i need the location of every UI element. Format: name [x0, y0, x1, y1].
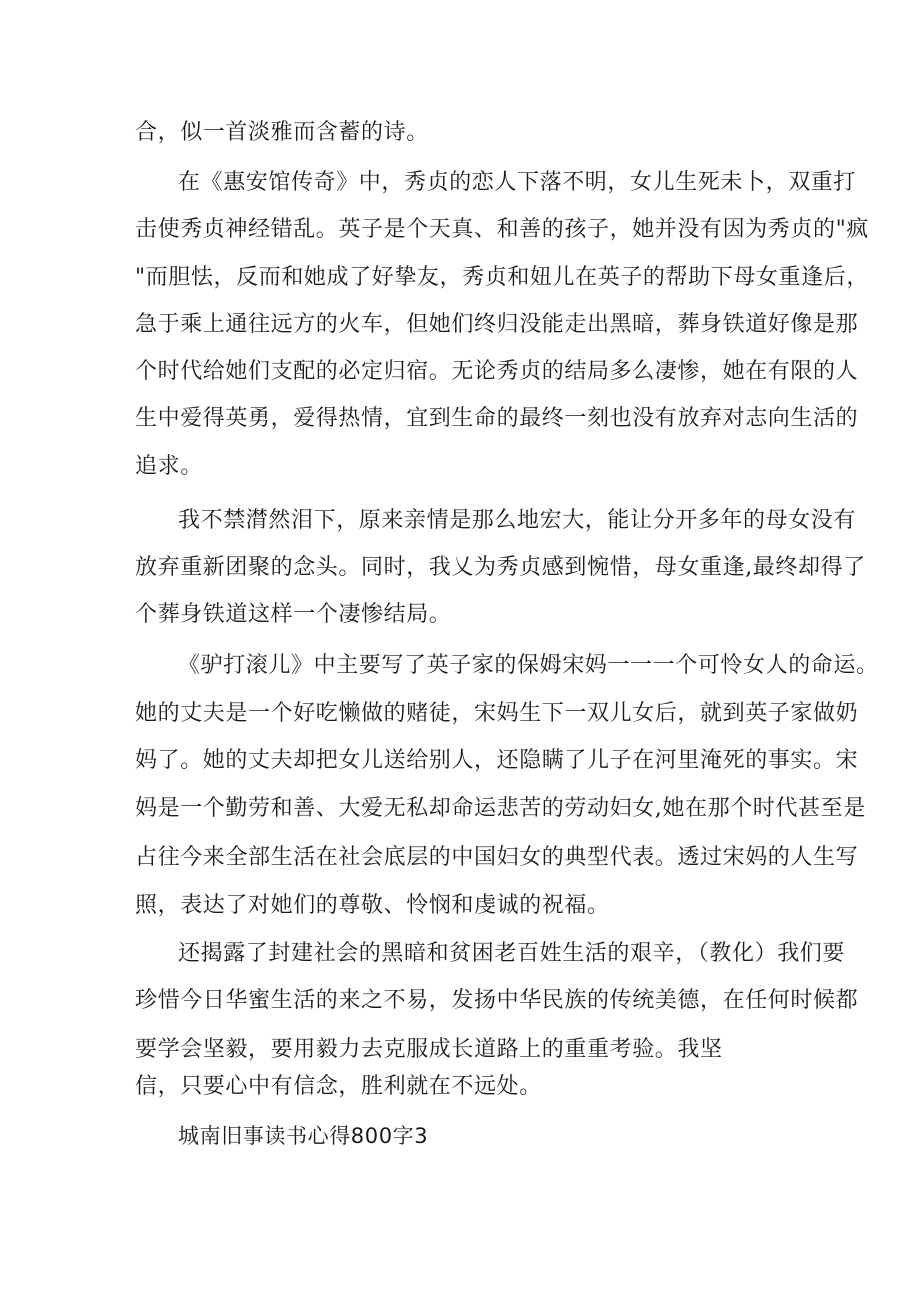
text-line: 她的丈夫是一个好吃懒做的赌徒，宋妈生下一双儿女后，就到英子家做奶	[135, 701, 859, 726]
paragraph-first-line: 我不禁潸然泪下，原来亲情是那么地宏大，能让分开多年的母女没有	[178, 508, 857, 533]
text-line: 放弃重新团聚的念头。同时，我乂为秀贞感到惋惜，母女重逢,最终却得了	[135, 555, 866, 580]
paragraph-first-line: 在《惠安馆传奇》中，秀贞的恋人下落不明，女儿生死未卜，双重打	[178, 170, 857, 195]
text-line: 占往今来全部生活在社会底层的中国妇女的典型代表。透过宋妈的人生写	[135, 845, 859, 870]
text-line: 照，表达了对她们的尊敬、怜悯和虔诚的祝福。	[135, 893, 610, 918]
text-line: 信，只要心中有信念，胜利就在不远处。	[135, 1074, 542, 1099]
text-line: 要学会坚毅，要用毅力去克服成长道路上的重重考验。我坚	[135, 1037, 723, 1062]
text-line: 击使秀贞神经错乱。英子是个天真、和善的孩子，她并没有因为秀贞的"疯	[135, 217, 869, 242]
text-line: 急于乘上通往远方的火车，但她们终归没能走出黑暗，葬身铁道好像是那	[135, 312, 859, 337]
text-line: 妈是一个勤劳和善、大爱无私却命运悲苦的劳动妇女,她在那个时代甚至是	[135, 796, 866, 821]
paragraph-first-line: 还揭露了封建社会的黑暗和贫困老百姓生活的艰辛，（教化）我们要	[178, 941, 846, 966]
text-line: 个葬身铁道这样一个凄惨结局。	[135, 602, 452, 627]
text-line: "而胆怯，反而和她成了好挚友，秀贞和妞儿在英子的帮助下母女重逢后，	[135, 265, 869, 290]
text-line: 妈了。她的丈夫却把女儿送给别人，还隐瞒了儿子在河里淹死的事实。宋	[135, 748, 859, 773]
section-heading: 城南旧事读书心得800字3	[178, 1124, 429, 1148]
paragraph-first-line: 《驴打滚儿》中主要写了英子家的保姆宋妈一一一个可怜女人的命运。	[178, 653, 879, 678]
text-line: 珍惜今日华蜜生活的来之不易，发扬中华民族的传统美德，在任何时候都	[135, 988, 859, 1013]
text-line: 合，似一首淡雅而含蓄的诗。	[135, 120, 429, 145]
text-line: 个时代给她们支配的必定归宿。无论秀贞的结局多么凄惨，她在有限的人	[135, 359, 859, 384]
text-line: 生中爱得英勇，爱得热情，宜到生命的最终一刻也没有放弃对志向生活的	[135, 406, 859, 431]
text-line: 追求。	[135, 454, 203, 479]
